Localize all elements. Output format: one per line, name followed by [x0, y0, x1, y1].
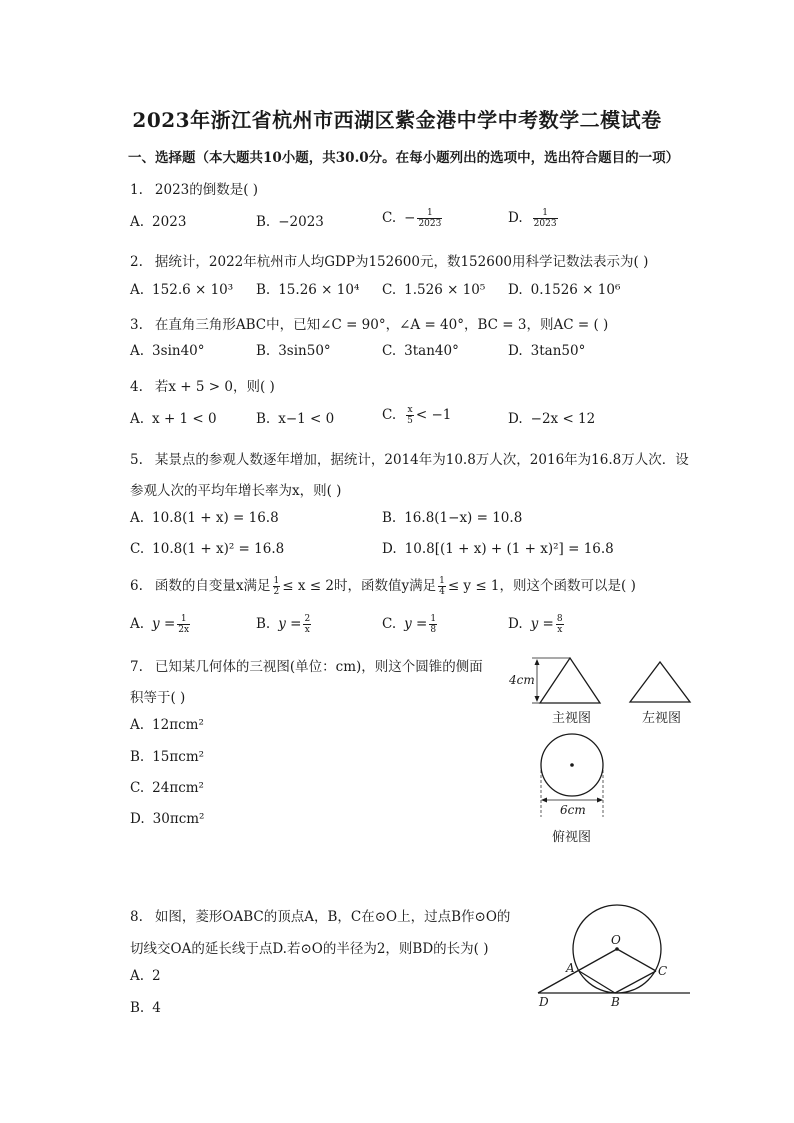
question-3 [130, 313, 608, 333]
option-label: A. [130, 282, 145, 298]
side-bc [615, 971, 656, 993]
arrow-down-icon [535, 696, 540, 702]
top-view-label: 俯视图 [552, 830, 592, 845]
question-stem: 若x + 5 > 0，则( ) [154, 379, 275, 395]
question-2 [130, 250, 648, 270]
q7-option-d[interactable] [130, 811, 204, 827]
option-text: −2x < 12 [530, 411, 596, 427]
q2-option-d[interactable] [508, 282, 620, 298]
left-view-label: 左视图 [642, 711, 682, 726]
question-stem: 在直角三角形ABC中，已知∠C = 90°，∠A = 40°，BC = 3，则AC = ( ) [154, 317, 609, 333]
fraction: $\frac{8}{x}$ [556, 614, 563, 635]
fraction: $\frac{1}{4}$ [439, 576, 445, 597]
option-text: y = [152, 616, 176, 632]
option-text: 10.8[(1 + x) + (1 + x)²] = 16.8 [404, 541, 614, 557]
q1-option-a[interactable] [130, 214, 186, 230]
side-oc [617, 949, 656, 971]
rhombus-circle-figure [530, 900, 700, 1020]
option-text: 152.6 × 10³ [152, 282, 234, 298]
option-text: 1.526 × 10⁵ [404, 282, 486, 298]
option-label: B. [256, 214, 271, 230]
question-stem: 积等于( ) [130, 690, 186, 706]
q3-option-a[interactable] [130, 343, 205, 359]
question-number: 5. [130, 452, 143, 468]
question-4 [130, 375, 275, 395]
question-stem: 已知某几何体的三视图(单位：cm)，则这个圆锥的侧面 [154, 659, 483, 675]
q3-option-d[interactable] [508, 343, 585, 359]
question-8-line-2 [130, 937, 489, 957]
question-number: 1. [130, 182, 143, 198]
q7-option-b[interactable] [130, 749, 204, 765]
option-label: B. [256, 411, 271, 427]
question-stem: 如图，菱形OABC的顶点A，B，C在⊙O上，过点B作⊙O的 [154, 909, 511, 925]
option-text: 3tan40° [404, 343, 459, 359]
width-label: 6cm [560, 803, 586, 817]
arrow-up-icon [535, 659, 540, 665]
option-label: A. [130, 411, 145, 427]
option-text: 12πcm² [152, 717, 204, 733]
q5-option-b[interactable] [382, 510, 522, 526]
label-o: O [611, 933, 621, 947]
option-text: 10.8(1 + x)² = 16.8 [152, 541, 285, 557]
question-number: 3. [130, 317, 143, 333]
option-text: x−1 < 0 [278, 411, 335, 427]
q1-option-d[interactable] [508, 208, 560, 229]
q2-option-c[interactable] [382, 282, 485, 298]
front-view-label: 主视图 [552, 711, 592, 726]
center-dot [570, 763, 574, 767]
question-5-line-2 [130, 479, 341, 499]
option-label: C. [382, 407, 397, 423]
arrow-left-icon [541, 798, 547, 803]
option-label: B. [130, 749, 145, 765]
label-a: A [566, 961, 575, 975]
arrow-right-icon [597, 798, 603, 803]
option-label: B. [256, 616, 271, 632]
page-title: 2023年浙江省杭州市西湖区紫金港中学中考数学二模试卷 [132, 108, 662, 132]
q1-option-b[interactable] [256, 214, 324, 230]
q3-option-b[interactable] [256, 343, 331, 359]
fraction: $\frac{x}{5}$ [407, 405, 413, 426]
question-number: 8. [130, 909, 143, 925]
question-number: 6. [130, 578, 143, 594]
q5-option-c[interactable] [130, 541, 284, 557]
option-label: B. [382, 510, 397, 526]
option-text: 2023 [152, 214, 187, 230]
option-text: y = [530, 616, 554, 632]
option-label: A. [130, 968, 145, 984]
q6-option-a[interactable] [130, 614, 192, 635]
question-1 [130, 178, 258, 198]
q4-option-b[interactable] [256, 411, 334, 427]
label-c: C [658, 964, 668, 978]
option-label: D. [508, 616, 523, 632]
option-label: C. [382, 343, 397, 359]
fraction: $\frac{1}{2023}$ [418, 208, 442, 229]
q1-option-c[interactable] [382, 208, 444, 229]
left-view-triangle [630, 662, 690, 702]
q5-option-d[interactable] [382, 541, 614, 557]
question-stem: 参观人次的平均年增长率为x，则( ) [130, 483, 342, 499]
option-text: x + 1 < 0 [152, 411, 217, 427]
option-label: A. [130, 214, 145, 230]
question-7 [130, 655, 483, 675]
question-stem: 2023的倒数是( ) [154, 182, 259, 198]
q5-option-a[interactable] [130, 510, 279, 526]
question-number: 4. [130, 379, 143, 395]
q8-option-b[interactable] [130, 1000, 161, 1016]
fraction: $\frac{1}{2x}$ [178, 614, 190, 635]
question-6 [130, 574, 636, 597]
option-text: 24πcm² [152, 780, 204, 796]
option-label: C. [130, 780, 145, 796]
q2-option-a[interactable] [130, 282, 233, 298]
option-label: C. [382, 616, 397, 632]
question-stem: ≤ y ≤ 1，则这个函数可以是( ) [447, 578, 636, 594]
question-8 [130, 905, 510, 925]
question-stem: ≤ x ≤ 2时，函数值y满足 [282, 578, 437, 594]
option-text: y = [278, 616, 302, 632]
question-stem: 某景点的参观人数逐年增加，据统计，2014年为10.8万人次，2016年为16.8万人次．设 [154, 452, 689, 468]
option-text: 0.1526 × 10⁶ [530, 282, 621, 298]
option-text: − [404, 210, 416, 226]
option-text: 16.8(1−x) = 10.8 [404, 510, 523, 526]
fraction: $\frac{1}{8}$ [430, 614, 437, 635]
option-label: D. [508, 343, 523, 359]
question-stem: 函数的自变量x满足 [154, 578, 271, 594]
question-stem: 切线交OA的延长线于点D.若⊙O的半径为2，则BD的长为( ) [130, 941, 489, 957]
front-view-triangle [540, 658, 600, 703]
option-text: 3tan50° [530, 343, 586, 359]
option-text: 4 [152, 1000, 161, 1016]
option-label: A. [130, 717, 145, 733]
option-text: 30πcm² [152, 811, 205, 827]
option-text: −2023 [278, 214, 324, 230]
option-text: 10.8(1 + x) = 16.8 [152, 510, 279, 526]
q6-option-c[interactable] [382, 614, 439, 635]
question-stem: 据统计，2022年杭州市人均GDP为152600元，数152600用科学记数法表示为( ) [154, 254, 649, 270]
q6-option-d[interactable] [508, 614, 566, 635]
option-text: 3sin50° [278, 343, 331, 359]
option-label: A. [130, 616, 145, 632]
label-d: D [539, 995, 549, 1009]
option-label: D. [382, 541, 397, 557]
q7-option-c[interactable] [130, 780, 204, 796]
option-label: D. [130, 811, 145, 827]
option-text: 15.26 × 10⁴ [278, 282, 360, 298]
option-label: C. [130, 541, 145, 557]
fraction: $\frac{1}{2023}$ [533, 208, 557, 229]
option-label: A. [130, 510, 145, 526]
option-label: C. [382, 282, 397, 298]
option-label: B. [256, 343, 271, 359]
option-label: B. [256, 282, 271, 298]
question-7-line-2 [130, 686, 185, 706]
option-label: B. [130, 1000, 145, 1016]
question-number: 7. [130, 659, 143, 675]
option-text: 15πcm² [152, 749, 205, 765]
question-5 [130, 448, 689, 468]
option-label: D. [508, 282, 523, 298]
q6-option-b[interactable] [256, 614, 313, 635]
q2-option-b[interactable] [256, 282, 359, 298]
q3-option-c[interactable] [382, 343, 459, 359]
label-b: B [611, 995, 620, 1009]
fraction: $\frac{1}{2}$ [273, 576, 280, 597]
option-label: C. [382, 210, 397, 226]
option-label: D. [508, 411, 523, 427]
q4-option-d[interactable] [508, 411, 595, 427]
q4-option-c[interactable] [382, 405, 451, 426]
question-number: 2. [130, 254, 143, 270]
q4-option-a[interactable] [130, 411, 217, 427]
option-text: < −1 [415, 407, 452, 423]
q7-option-a[interactable] [130, 717, 204, 733]
option-label: A. [130, 343, 145, 359]
option-text: 3sin40° [152, 343, 205, 359]
side-ab [579, 971, 615, 993]
section-heading: 一、选择题（本大题共10小题，共30.0分。在每小题列出的选项中，选出符合题目的一项） [128, 150, 680, 166]
q8-option-a[interactable] [130, 968, 161, 984]
option-label: D. [508, 210, 523, 226]
option-text: y = [404, 616, 428, 632]
option-text: 2 [152, 968, 161, 984]
height-label: 4cm [509, 673, 535, 687]
fraction: $\frac{2}{x}$ [304, 614, 311, 635]
three-view-figure [500, 650, 700, 850]
point-o [615, 947, 619, 951]
